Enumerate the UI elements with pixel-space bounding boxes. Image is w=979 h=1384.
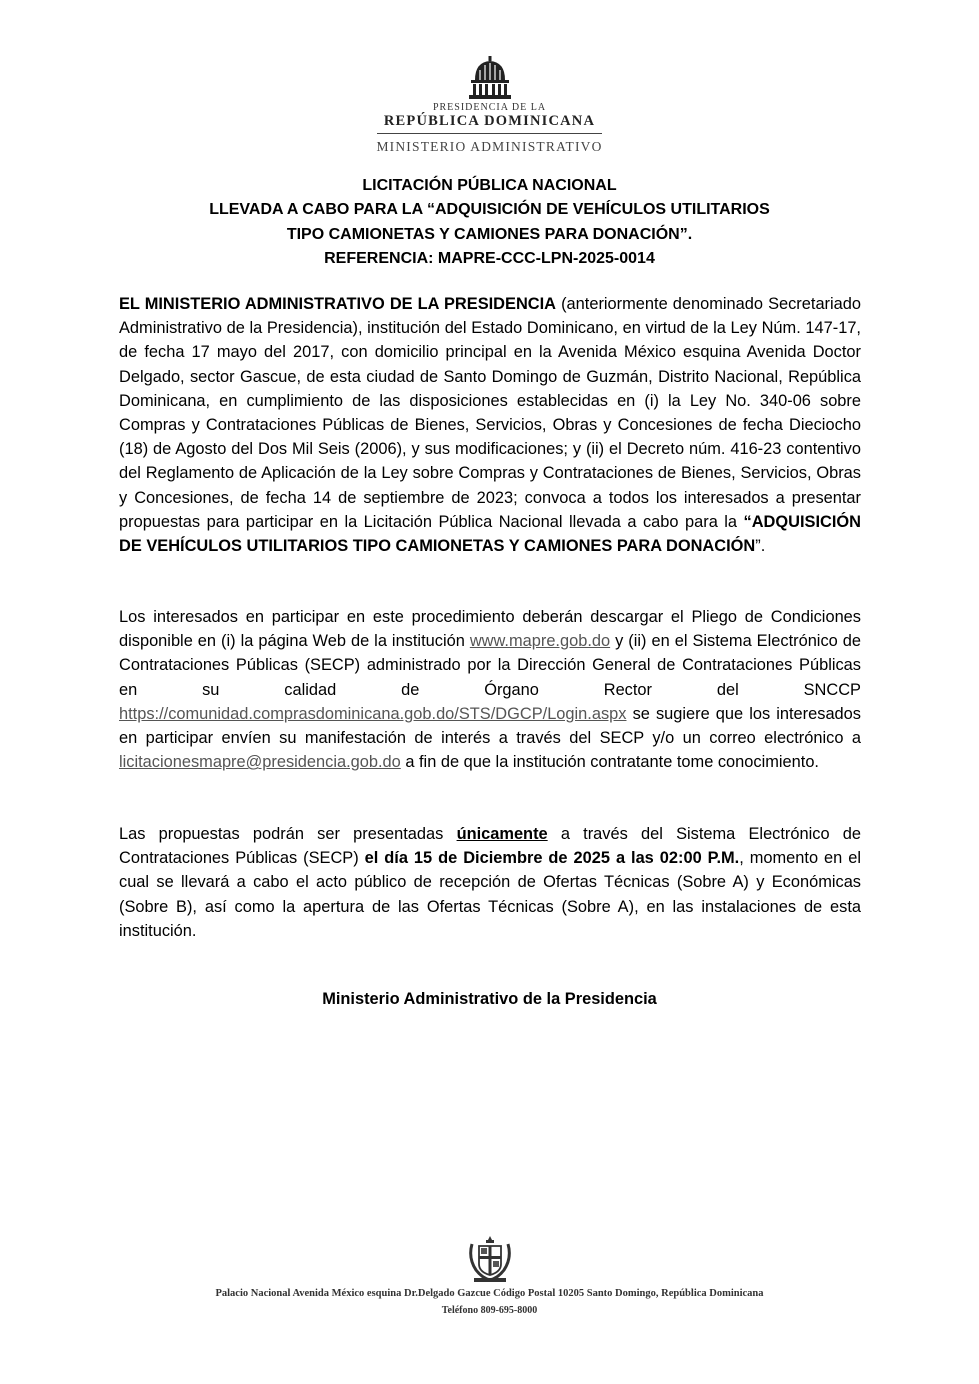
footer-address: Palacio Nacional Avenida México esquina Dr.Delgado Gazcue Código Postal 10205 Santo Domingo, República Dominicana [215, 1288, 764, 1299]
p2-text-4: a fin de que la institución contratante tome conocimiento. [400, 753, 819, 772]
paragraph-3 [119, 822, 861, 943]
coat-of-arms-icon [466, 1234, 514, 1284]
header-divider [377, 133, 602, 134]
republica-label: REPÚBLICA DOMINICANA [383, 113, 596, 129]
p3-text-2: a través del Sistema Electrónico de Contrataciones Públicas (SECP) [119, 825, 862, 868]
p1-text: (anteriormente denominado Secretariado Administrativo de la Presidencia), institución del Estado Dominicano, en virtud de la Ley Núm. 147-17, de fecha 17 mayo del 2017, con domicilio principal en la Avenida México esquina Avenida Doctor Delgado, sector Gascue, de esta ciudad de Santo Domingo de Guzmán, Distrito Nacional, República Dominicana, en cumplimiento de las disposiciones establecidas en (i) la Ley No. 340-06 sobre Compras y Contrataciones Públicas de Bienes, Servicios, Obras y Concesiones de fecha Dieciocho (18) de Agosto del Dos Mil Seis (2006), y sus modificaciones; y (ii) el Decreto núm. 416-23 contentivo del Reglamento de Aplicación de la Ley sobre Compras y Contrataciones de Bienes, Servicios, Obras y Concesiones, de fecha 14 de septiembre de 2023; convoca a todos los interesados a presentar propuestas para participar en la Licitación Pública Nacional llevada a cabo para la [119, 295, 862, 531]
paragraph-2 [119, 605, 861, 774]
p2-text-1: Los interesados en participar en este procedimiento deberán descargar el Pliego de Condiciones disponible en (i) la página Web de la institución [119, 608, 861, 651]
mapre-website-link[interactable]: www.mapre.gob.do [469, 632, 611, 651]
p3-text-1: Las propuestas podrán ser presentadas [119, 825, 457, 843]
ministerio-label: MINISTERIO ADMINISTRATIVO [376, 139, 603, 154]
paragraph-1 [119, 292, 861, 558]
title-line-2: LLEVADA A CABO PARA LA “ADQUISICIÓN DE VEHÍCULOS UTILITARIOS [209, 201, 770, 219]
email-link[interactable]: licitacionesmapre@presidencia.gob.do [119, 753, 401, 772]
p1-tail: ”. [755, 537, 766, 556]
signature: Ministerio Administrativo de la Presidencia [322, 990, 657, 1008]
presidencia-label: PRESIDENCIA DE LA [432, 102, 547, 113]
document-title [0, 174, 979, 271]
adquisicion-bold: “ADQUISICIÓN DE VEHÍCULOS UTILITARIOS TIPO CAMIONETAS Y CAMIONES PARA DONACIÓN [119, 512, 861, 556]
unicamente-underline: únicamente [456, 825, 548, 843]
national-palace-dome-icon [467, 56, 513, 100]
p2-text-3: se sugiere que los interesados en participar envíen su manifestación de interés a través del SECP y/o un correo electrónico a [119, 704, 861, 748]
ministerio-bold: EL MINISTERIO ADMINISTRATIVO DE LA PRESIDENCIA [119, 295, 557, 313]
footer-phone: Teléfono 809-695-8000 [441, 1305, 538, 1316]
footer [0, 1234, 979, 1316]
p3-text-3: , momento en el cual se llevará a cabo el acto público de recepción de Ofertas Técnicas (Sobre A) y Económicas (Sobre B), así como la apertura de las Ofertas Técnicas (Sobre A), en las instalaciones de esta institución. [119, 849, 861, 940]
secp-login-link[interactable]: https://comunidad.comprasdominicana.gob.do/STS/DGCP/Login.aspx [119, 704, 627, 723]
title-line-1: LICITACIÓN PÚBLICA NACIONAL [362, 177, 617, 194]
p2-text-2: y (ii) en el Sistema Electrónico de Contrataciones Públicas (SECP) administrado por la Dirección General de Contrataciones Públicas en su calidad de Órgano Rector del SNCCP [119, 632, 861, 699]
deadline-bold: el día 15 de Diciembre de 2025 a las 02:00 P.M. [364, 849, 740, 868]
title-line-3: TIPO CAMIONETAS Y CAMIONES PARA DONACIÓN”. [286, 225, 693, 243]
letterhead [0, 56, 979, 155]
title-line-4: REFERENCIA: MAPRE-CCC-LPN-2025-0014 [324, 249, 655, 267]
